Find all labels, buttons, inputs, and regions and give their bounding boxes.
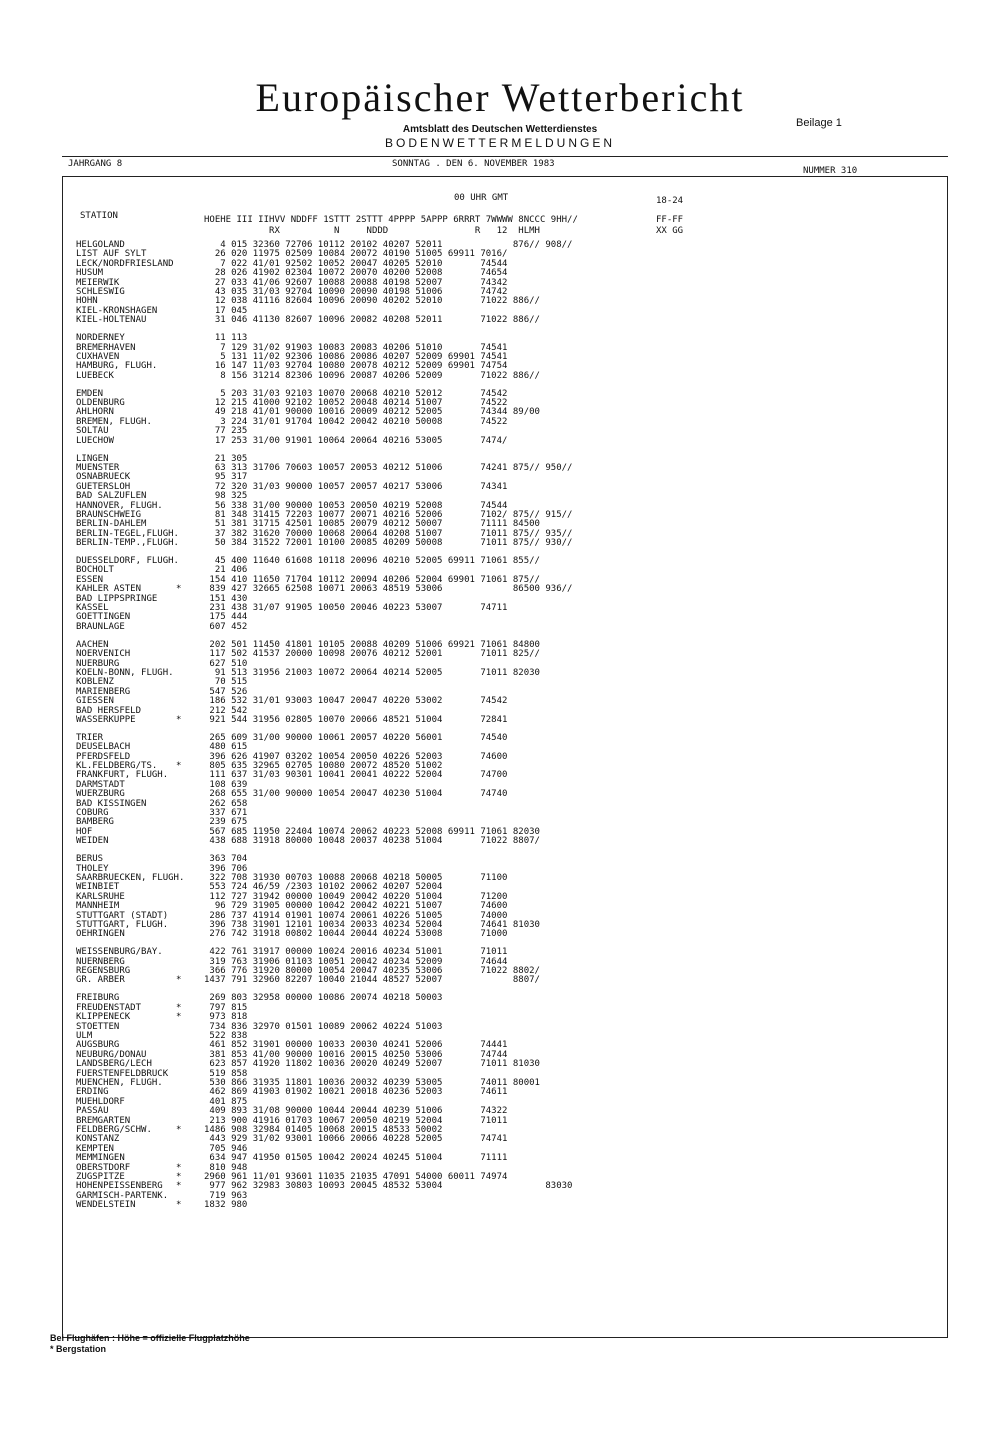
station-data: 112 727 31942 00000 10049 20042 40220 51004 71200 <box>204 891 508 902</box>
station-name: BRAUNSCHWEIG <box>76 509 142 520</box>
station-name: MEMMINGEN <box>76 1153 125 1164</box>
station-name: BERUS <box>76 854 104 865</box>
station-data: 921 544 31956 02805 10070 20066 48521 51004 72841 <box>204 714 508 725</box>
station-name: GIESSEN <box>76 696 114 707</box>
station-name: KASSEL <box>76 603 109 614</box>
station-name: BAD LIPPSPRINGE <box>76 593 158 604</box>
station-data: 7 022 41/01 92502 10052 20047 40205 52010 74544 <box>204 258 508 269</box>
station-data: 72 320 31/03 90000 10057 20057 40217 53006 74341 <box>204 481 508 492</box>
station-name: WEINBIET <box>76 882 120 893</box>
station-row <box>76 976 936 985</box>
station-data: 111 637 31/03 90301 10041 20041 40222 52004 74700 <box>204 770 508 781</box>
station-row <box>76 1201 936 1210</box>
station-name: HOF <box>76 826 93 837</box>
station-name: KOELN-BONN, FLUGH. <box>76 667 174 678</box>
station-data: 396 738 31901 12101 10034 20033 40234 52004 74641 81030 <box>204 919 540 930</box>
station-name: KONSTANZ <box>76 1134 120 1145</box>
station-data: 623 857 41920 11802 10036 20020 40249 52007 71011 81030 <box>204 1059 540 1070</box>
station-name: PASSAU <box>76 1106 109 1117</box>
header-rule <box>62 156 948 157</box>
station-name: WENDELSTEIN <box>76 1200 136 1211</box>
station-data: 81 348 31415 72203 10077 20071 40216 52006 7102/ 875// 915// <box>204 509 573 520</box>
station-name: REGENSBURG <box>76 966 131 977</box>
station-name: ESSEN <box>76 574 104 585</box>
station-name: BOCHOLT <box>76 565 114 576</box>
station-row <box>76 716 936 725</box>
station-data: 705 946 <box>204 1143 248 1154</box>
station-data: 519 858 <box>204 1068 248 1079</box>
station-name: GUETERSLOH <box>76 481 131 492</box>
station-data: 422 761 31917 00000 10024 20016 40234 51001 71011 <box>204 947 508 958</box>
station-data: 21 305 <box>204 453 248 464</box>
station-data: 634 947 41950 01505 10042 20024 40245 51004 71111 <box>204 1153 508 1164</box>
station-data: 5 203 31/03 92103 10070 20068 40210 52012 74542 <box>204 388 508 399</box>
station-data: 319 763 31906 01103 10051 20042 40234 52009 74644 <box>204 956 508 967</box>
station-data: 108 639 <box>204 779 248 790</box>
station-data: 3 224 31/01 91704 10042 20042 40210 50008 74522 <box>204 416 508 427</box>
station-data: 276 742 31918 00802 10044 20044 40224 53008 71000 <box>204 929 508 940</box>
beilage-label: Beilage 1 <box>796 117 842 129</box>
station-name: BREMERHAVEN <box>76 342 136 353</box>
station-name: CUXHAVEN <box>76 351 120 362</box>
station-data: 70 515 <box>204 677 248 688</box>
station-name: KEMPTEN <box>76 1143 114 1154</box>
station-data: 409 893 31/08 90000 10044 20044 40239 51006 74322 <box>204 1106 508 1117</box>
station-data: 175 444 <box>204 612 248 623</box>
jahrgang-label: JAHRGANG 8 <box>68 159 123 169</box>
station-name: BREMEN, FLUGH. <box>76 416 152 427</box>
station-name: AACHEN <box>76 639 109 650</box>
station-name: AHLHORN <box>76 407 114 418</box>
code-header-line2: RX N NDDD R 12 HLMH <box>204 226 540 236</box>
station-data: 45 400 11640 61608 10118 20096 40210 52005 69911 71061 855// <box>204 556 540 567</box>
footnote-mountain-station: * Bergstation <box>50 1344 107 1354</box>
station-data: 401 875 <box>204 1096 248 1107</box>
station-data: 202 501 11450 41801 10105 20088 40209 51006 69921 71061 84800 <box>204 639 540 650</box>
date-label: SONNTAG . DEN 6. NOVEMBER 1983 <box>392 159 555 169</box>
station-name: KAHLER ASTEN <box>76 584 142 595</box>
station-name: COBURG <box>76 808 109 819</box>
station-data: 239 675 <box>204 817 248 828</box>
station-data: 95 317 <box>204 472 248 483</box>
station-name: LANDSBERG/LECH <box>76 1059 152 1070</box>
station-data: 7 129 31/02 91903 10083 20083 40206 51010 74541 <box>204 342 508 353</box>
station-data: 28 026 41902 02304 10072 20070 40200 52008 74654 <box>204 268 508 279</box>
station-name: GARMISCH-PARTENK. <box>76 1190 169 1201</box>
station-name: OLDENBURG <box>76 398 125 409</box>
station-data: 49 218 41/01 90000 10016 20009 40212 52005 74344 89/00 <box>204 407 540 418</box>
station-column-header: STATION <box>80 211 118 221</box>
station-row <box>76 372 936 381</box>
station-name: BAD HERSFELD <box>76 705 142 716</box>
station-data: 5 131 11/02 92306 10086 20086 40207 52009 69901 74541 <box>204 351 508 362</box>
station-name: WEIDEN <box>76 836 109 847</box>
station-data: 381 853 41/00 90000 10016 20015 40250 53006 74744 <box>204 1049 508 1060</box>
mountain-marker: * <box>176 1002 182 1013</box>
station-data: 27 033 41/06 92607 10088 20088 40198 52007 74342 <box>204 277 508 288</box>
station-name: HOHN <box>76 296 98 307</box>
station-name: LECK/NORDFRIESLAND <box>76 258 174 269</box>
station-data: 797 815 <box>204 1002 248 1013</box>
gust-header-line2: XX GG <box>656 226 684 236</box>
station-name: HANNOVER, FLUGH. <box>76 500 163 511</box>
station-data: 91 513 31956 21003 10072 20064 40214 52005 71011 82030 <box>204 667 540 678</box>
station-data: 51 381 31715 42501 10085 20079 40212 50007 71111 84500 <box>204 519 540 530</box>
station-name: TRIER <box>76 732 104 743</box>
station-data: 265 609 31/00 90000 10061 20057 40220 56001 74540 <box>204 732 508 743</box>
station-name: MEIERWIK <box>76 277 120 288</box>
station-data: 734 836 32970 01501 10089 20062 40224 51003 <box>204 1021 443 1032</box>
station-name: NORDERNEY <box>76 333 125 344</box>
station-data: 1486 908 32984 01405 10068 20015 48533 50002 <box>204 1124 443 1135</box>
station-rows <box>76 241 936 1210</box>
station-data: 12 038 41116 82604 10096 20090 40202 52010 71022 886// <box>204 296 540 307</box>
station-data: 719 963 <box>204 1190 248 1201</box>
station-data: 443 929 31/02 93001 10066 20066 40228 52005 74741 <box>204 1134 508 1145</box>
section-title: BODENWETTERMELDUNGEN <box>384 136 615 150</box>
station-name: MANNHEIM <box>76 901 120 912</box>
station-data: 96 729 31905 00000 10042 20042 40221 51007 74600 <box>204 901 508 912</box>
station-data: 839 427 32665 62508 10071 20063 48519 53006 86500 936// <box>204 584 573 595</box>
station-name: MARIENBERG <box>76 686 131 697</box>
station-data: 98 325 <box>204 491 248 502</box>
station-name: EMDEN <box>76 388 104 399</box>
station-data: 2960 961 11/01 93601 11035 21035 47091 54000 60011 74974 <box>204 1171 508 1182</box>
footnote-airport-height: Bei Flughäfen : Höhe = offizielle Flugplatzhöhe <box>50 1333 250 1343</box>
station-name: KLIPPENECK <box>76 1012 131 1023</box>
station-data: 396 626 41907 03202 10054 20050 40226 52003 74600 <box>204 751 508 762</box>
station-row <box>76 623 936 632</box>
station-data: 11 113 <box>204 333 248 344</box>
station-data: 17 045 <box>204 305 248 316</box>
gust-header-line1: FF-FF <box>656 215 684 225</box>
station-data: 63 313 31706 70603 10057 20053 40212 51006 74241 875// 950// <box>204 462 573 473</box>
station-data: 396 706 <box>204 863 248 874</box>
station-data: 553 724 46/59 /2303 10102 20062 40207 52004 <box>204 882 443 893</box>
issue-number: NUMMER 310 <box>803 166 858 176</box>
station-data: 1437 791 32960 82207 10040 21044 48527 52007 8807/ <box>204 975 540 986</box>
station-data: 567 685 11950 22404 10074 20062 40223 52008 69911 71061 82030 <box>204 826 540 837</box>
station-data: 212 542 <box>204 705 248 716</box>
page-title: Europäischer Wetterbericht <box>255 75 745 120</box>
station-data: 154 410 11650 71704 10112 20094 40206 52004 69901 71061 875// <box>204 574 540 585</box>
station-data: 366 776 31920 80000 10054 20047 40235 53006 71022 8802/ <box>204 966 540 977</box>
station-data: 37 382 31620 70000 10068 20064 40208 51007 71011 875// 935// <box>204 528 573 539</box>
station-row <box>76 316 936 325</box>
station-name: SAARBRUECKEN, FLUGH. <box>76 872 185 883</box>
mountain-marker: * <box>176 975 182 986</box>
station-data: 8 156 31214 82306 10096 20087 40206 52009 71022 886// <box>204 370 540 381</box>
station-name: BAMBERG <box>76 817 114 828</box>
station-data: 438 688 31918 80000 10048 20037 40238 51004 71022 8807/ <box>204 836 540 847</box>
station-data: 4 015 32360 72706 10112 20102 40207 52011 876// 908// <box>204 240 573 250</box>
station-data: 627 510 <box>204 658 248 669</box>
station-name: STUTTGART, FLUGH. <box>76 919 169 930</box>
station-data: 1832 980 <box>204 1200 248 1211</box>
station-data: 286 737 41914 01901 10074 20061 40226 51005 74000 <box>204 910 508 921</box>
station-name: OSNABRUECK <box>76 472 131 483</box>
mountain-marker: * <box>176 1200 182 1211</box>
station-name: DEUSELBACH <box>76 742 131 753</box>
station-data: 16 147 11/03 92704 10080 20078 40212 52009 69901 74754 <box>204 361 508 372</box>
station-name: SCHLESWIG <box>76 286 125 297</box>
station-data: 213 900 41916 01703 10067 20050 40219 52004 71011 <box>204 1115 508 1126</box>
station-data: 31 046 41130 82607 10096 20082 40208 52011 71022 886// <box>204 315 540 326</box>
station-data: 805 635 32965 02705 10080 20072 48520 51002 <box>204 761 443 772</box>
station-name: FELDBERG/SCHW. <box>76 1124 152 1135</box>
mountain-marker: * <box>176 1124 182 1135</box>
station-name: DARMSTADT <box>76 779 125 790</box>
station-data: 977 962 32983 30803 10093 20045 48532 53004 83030 <box>204 1181 573 1192</box>
station-name: LUECHOW <box>76 435 114 446</box>
station-data: 522 838 <box>204 1031 248 1042</box>
station-data: 462 869 41903 01902 10021 20018 40236 52003 74611 <box>204 1087 508 1098</box>
station-name: NUERNBERG <box>76 956 125 967</box>
station-data: 268 655 31/00 90000 10054 20047 40230 51004 74740 <box>204 789 508 800</box>
range-label: 18-24 <box>656 196 684 206</box>
station-name: BRAUNLAGE <box>76 621 125 632</box>
station-data: 77 235 <box>204 426 248 437</box>
station-data: 12 215 41000 92102 10052 20048 40214 51007 74522 <box>204 398 508 409</box>
station-row <box>76 539 936 548</box>
station-name: WUERZBURG <box>76 789 125 800</box>
mountain-marker: * <box>176 761 182 772</box>
station-data: 337 671 <box>204 808 248 819</box>
station-name: MUENSTER <box>76 462 120 473</box>
station-name: HUSUM <box>76 268 104 279</box>
time-label: 00 UHR GMT <box>454 193 509 203</box>
mountain-marker: * <box>176 1171 182 1182</box>
mountain-marker: * <box>176 1162 182 1173</box>
station-row <box>76 437 936 446</box>
station-name: DUESSELDORF, FLUGH. <box>76 556 179 567</box>
station-name: BAD SALZUFLEN <box>76 491 147 502</box>
station-name: LINGEN <box>76 453 109 464</box>
station-name: LUEBECK <box>76 370 114 381</box>
station-data: 810 948 <box>204 1162 248 1173</box>
station-data: 461 852 31901 00000 10033 20030 40241 52006 74441 <box>204 1040 508 1051</box>
station-name: NUERBURG <box>76 658 120 669</box>
station-name: ZUGSPITZE <box>76 1171 125 1182</box>
station-data: 480 615 <box>204 742 248 753</box>
station-name: GOETTINGEN <box>76 612 131 623</box>
station-data: 43 035 31/03 92704 10090 20090 40198 51006 74742 <box>204 286 508 297</box>
station-data: 547 526 <box>204 686 248 697</box>
station-data: 363 704 <box>204 854 248 865</box>
station-name: WEISSENBURG/BAY. <box>76 947 163 958</box>
station-data: 26 020 11975 02509 10084 20072 40190 51005 69911 7016/ <box>204 249 508 260</box>
station-data: 607 452 <box>204 621 248 632</box>
station-data: 269 803 32958 00000 10086 20074 40218 50003 <box>204 993 443 1004</box>
station-data: 186 532 31/01 93003 10047 20047 40220 53002 74542 <box>204 696 508 707</box>
station-data: 262 658 <box>204 798 248 809</box>
publisher-subtitle: Amtsblatt des Deutschen Wetterdienstes <box>402 124 598 135</box>
station-name: KOBLENZ <box>76 677 114 688</box>
station-data: 322 708 31930 00703 10088 20068 40218 50005 71100 <box>204 872 508 883</box>
station-name: BREMGARTEN <box>76 1115 131 1126</box>
station-name: GR. ARBER <box>76 975 125 986</box>
station-name: FREUDENSTADT <box>76 1002 142 1013</box>
station-name: ULM <box>76 1031 93 1042</box>
station-name: FUERSTENFELDBRUCK <box>76 1068 169 1079</box>
station-name: SOLTAU <box>76 426 109 437</box>
code-header-line1: HOEHE III IIHVV NDDFF 1STTT 2STTT 4PPPP 5APPP 6RRRT 7WWWW 8NCCC 9HH// <box>204 215 578 225</box>
station-name: OEHRINGEN <box>76 929 125 940</box>
station-data: 530 866 31935 11801 10036 20032 40239 53005 74011 80001 <box>204 1077 540 1088</box>
station-name: KIEL-HOLTENAU <box>76 315 147 326</box>
station-data: 17 253 31/00 91901 10064 20064 40216 53005 7474/ <box>204 435 508 446</box>
mountain-marker: * <box>176 584 182 595</box>
station-name: THOLEY <box>76 863 109 874</box>
station-data: 50 384 31522 72001 10100 20085 40209 50008 71011 875// 930// <box>204 538 573 549</box>
station-name: WASSERKUPPE <box>76 714 136 725</box>
mountain-marker: * <box>176 1012 182 1023</box>
station-data: 56 338 31/00 90000 10053 20050 40219 52008 74544 <box>204 500 508 511</box>
station-name: HOHENPEISSENBERG <box>76 1181 163 1192</box>
station-data: 151 430 <box>204 593 248 604</box>
station-name: BERLIN-TEGEL,FLUGH. <box>76 528 179 539</box>
station-name: KARLSRUHE <box>76 891 125 902</box>
station-name: AUGSBURG <box>76 1040 120 1051</box>
station-name: LIST AUF SYLT <box>76 249 147 260</box>
station-name: KIEL-KRONSHAGEN <box>76 305 158 316</box>
station-name: OBERSTDORF <box>76 1162 131 1173</box>
station-name: BERLIN-TEMP.,FLUGH. <box>76 538 179 549</box>
station-row <box>76 837 936 846</box>
footnotes <box>50 1333 250 1355</box>
station-name: NEUBURG/DONAU <box>76 1049 147 1060</box>
mountain-marker: * <box>176 1181 182 1192</box>
station-name: MUENCHEN, FLUGH. <box>76 1077 163 1088</box>
station-name: MUEHLDORF <box>76 1096 125 1107</box>
station-data: 231 438 31/07 91905 10050 20046 40223 53007 74711 <box>204 603 508 614</box>
station-name: NOERVENICH <box>76 649 131 660</box>
station-name: BAD KISSINGEN <box>76 798 147 809</box>
station-name: HELGOLAND <box>76 240 125 250</box>
station-data: 973 818 <box>204 1012 248 1023</box>
station-data: 117 502 41537 20000 10098 20076 40212 52001 71011 825// <box>204 649 540 660</box>
station-row <box>76 930 936 939</box>
station-name: STOETTEN <box>76 1021 120 1032</box>
station-name: FREIBURG <box>76 993 120 1004</box>
station-name: KL.FELDBERG/TS. <box>76 761 158 772</box>
station-name: BERLIN-DAHLEM <box>76 519 147 530</box>
station-data: 21 406 <box>204 565 248 576</box>
station-name: PFERDSFELD <box>76 751 131 762</box>
mountain-marker: * <box>176 714 182 725</box>
station-name: STUTTGART (STADT) <box>76 910 169 921</box>
station-name: FRANKFURT, FLUGH. <box>76 770 169 781</box>
station-name: HAMBURG, FLUGH. <box>76 361 158 372</box>
station-name: ERDING <box>76 1087 109 1098</box>
